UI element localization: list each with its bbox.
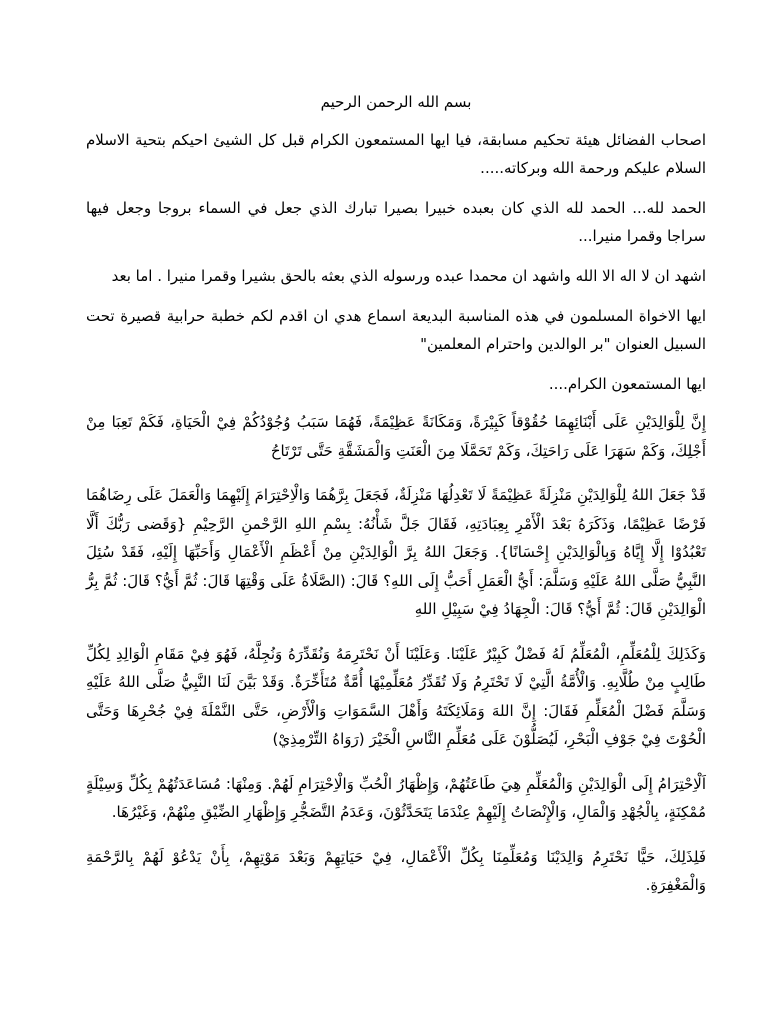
paragraph-parents-status: قَدْ جَعَلَ اللهُ لِلْوَالِدَيْنِ مَنْزِلَةً عَظِيْمَةً لَا تَعْدِلُهَا مَنْزِلَةٌ، فَجَعَلَ بِرَّهُمَا وَالْاِحْتِرَامَ إِلَيْهِمَا وَالْعَمَلَ عَلَى رِضَاهُمَا فَرْضًا عَظِيْمًا، وَذَكَرَهُ بَعْدَ الْأَمْرِ بِعِبَادَتِهِ، فَقَالَ جَلَّ شَأْنُهُ: بِسْمِ اللهِ الرَّحْمنِ الرَّحِيْمِ {وَقَضى رَبُّكَ أَلَّا تَعْبُدُوْا إِلَّا إِيَّاهُ وَبِالْوَالِدَيْنِ إِحْسَانًا}. وَجَعَلَ اللهُ بِرَّ الْوَالِدَيْنِ مِنْ أَعْظَمِ الْأَعْمَالِ وَأَحَبِّهَا إِلَيْهِ، فَقَدْ سُئِلَ النَّبِيُّ صَلَّى اللهُ عَلَيْهِ وَسَلَّمَ: أَيُّ الْعَمَلِ أَحَبُّ إِلَى اللهِ؟ قَالَ: (الصَّلَاةُ عَلَى وَقْتِهَا قَالَ: ثُمَّ أَيُّ؟ قَالَ: ثُمَّ بِرُّ الْوَالِدَيْنِ قَالَ: ثُمَّ أَيُّ؟ قَالَ: الْجِهَادُ فِيْ سَبِيْلِ اللهِ [86,486,706,618]
paragraph-intro: ايها الاخواة المسلمون في هذه المناسبة البديعة اسماع هدي ان اقدم لكم خطبة حرابية قصيرة تحت السبيل العنوان "بر الوالدين واحترام المعلمين" [86,307,706,353]
paragraph-respect: اَلْاِحْتِرَامُ إِلَى الْوَالِدَيْنِ وَالْمُعَلِّمِ هِيَ طَاعَتُهُمْ، وَإِظْهَارُ الْحُبِّ وَالْاِحْتِرَامِ لَهُمْ. وَمِنْهَا: مُسَاعَدَتُهُمْ بِكُلِّ وَسِيْلَةٍ مُمْكِنَةٍ، بِالْجُهْدِ وَالْمَالِ، وَالْإِنْصَاتُ إِلَيْهِمْ عِنْدَمَا يَتَحَدَّثُوْنَ، وَعَدَمُ التَّضَجُّرِ وَإِظْهَارِ الضِّيْقِ مِنْهُمْ، وَغَيْرُهَا. [86,774,706,821]
paragraph-teacher: وَكَذَلِكَ لِلْمُعَلِّمِ، الْمُعَلِّمُ لَهُ فَضْلٌ كَبِيْرٌ عَلَيْنَا. وَعَلَيْنَا أَنْ نَحْتَرِمَهُ وَنُقَدِّرَهُ وَنُجِلَّهُ، فَهُوَ فِيْ مَقَامِ الْوَالِدِ لِكُلِّ طَالِبٍ مِنْ طُلَّابِهِ. وَالْأُمَّةُ الَّتِيْ لَا تَحْتَرِمُ وَلَا تُقَدِّرُ مُعَلِّمِيْهَا أُمَّةٌ مُتَأَخِّرَةٌ. وَقَدْ بَيَّنَ لَنَا النَّبِيُّ صَلَّى اللهُ عَلَيْهِ وَسَلَّمَ فَضْلَ الْمُعَلِّمِ فَقَالَ: إِنَّ اللهَ وَمَلَائِكَتَهُ وَأَهْلَ السَّمَوَاتِ وَالْأَرْضِ، حَتَّى النَّمْلَةَ فِيْ جُحْرِهَا وَحَتَّى الْحُوْتَ فِيْ جَوْفِ الْبَحْرِ، لَيُصَلُّوْنَ عَلَى مُعَلِّمِ النَّاسِ الْخَيْرَ (رَوَاهُ التِّرْمِذِيْ) [86,644,706,748]
paragraph-shahada: اشهد ان لا اله الا الله واشهد ان محمدا عبده ورسوله الذي بعثه بالحق بشيرا وقمرا منيرا . اما بعد [111,267,706,285]
document-page [86,88,706,916]
paragraph-conclusion: فَلِذَلِكَ، حَيًّا نَحْتَرِمُ وَالِدَيْنَا وَمُعَلِّمِنَا بِكُلِّ الْأَعْمَالِ، فِيْ حَيَاتِهِمْ وَبَعْدَ مَوْتِهِمْ، بِأَنْ يَدْعُوْ لَهُمْ بِالرَّحْمَةِ وَالْمَغْفِرَةِ. [86,847,706,894]
paragraph-hamd: الحمد لله... الحمد لله الذي كان بعبده خبيرا بصيرا تبارك الذي جعل في السماء بروجا وجعل فيها سراجا وقمرا منيرا... [86,199,706,245]
paragraph-address: ايها المستمعون الكرام.... [548,375,706,393]
document-title: بسم الله الرحمن الرحيم [320,93,472,111]
paragraph-greeting: اصحاب الفضائل هيئة تحكيم مسابقة، فيا ايها المستمعون الكرام قبل كل الشيئ احيكم بتحية الاسلام السلام عليكم ورحمة الله وبركاته..... [86,131,706,177]
paragraph-parents-rights: إِنَّ لِلْوَالِدَيْنِ عَلَى أَبْنَائِهِمَا حُقُوْقاً كَبِيْرَةً، وَمَكَانَةً عَظِيْمَةً، فَهُمَا سَبَبُ وُجُوْدُكُمْ فِيْ الْحَيَاةِ، فَكَمْ تَعِبَا مِنْ أَجْلِكَ، وَكَمْ سَهَرَا عَلَى رَاحَتِكَ، وَكَمْ تَحَمَّلَا مِنَ الْعَنَتِ وَالْمَشَقَّةِ حَتَّى تَرْتَاحُ [86,413,706,460]
